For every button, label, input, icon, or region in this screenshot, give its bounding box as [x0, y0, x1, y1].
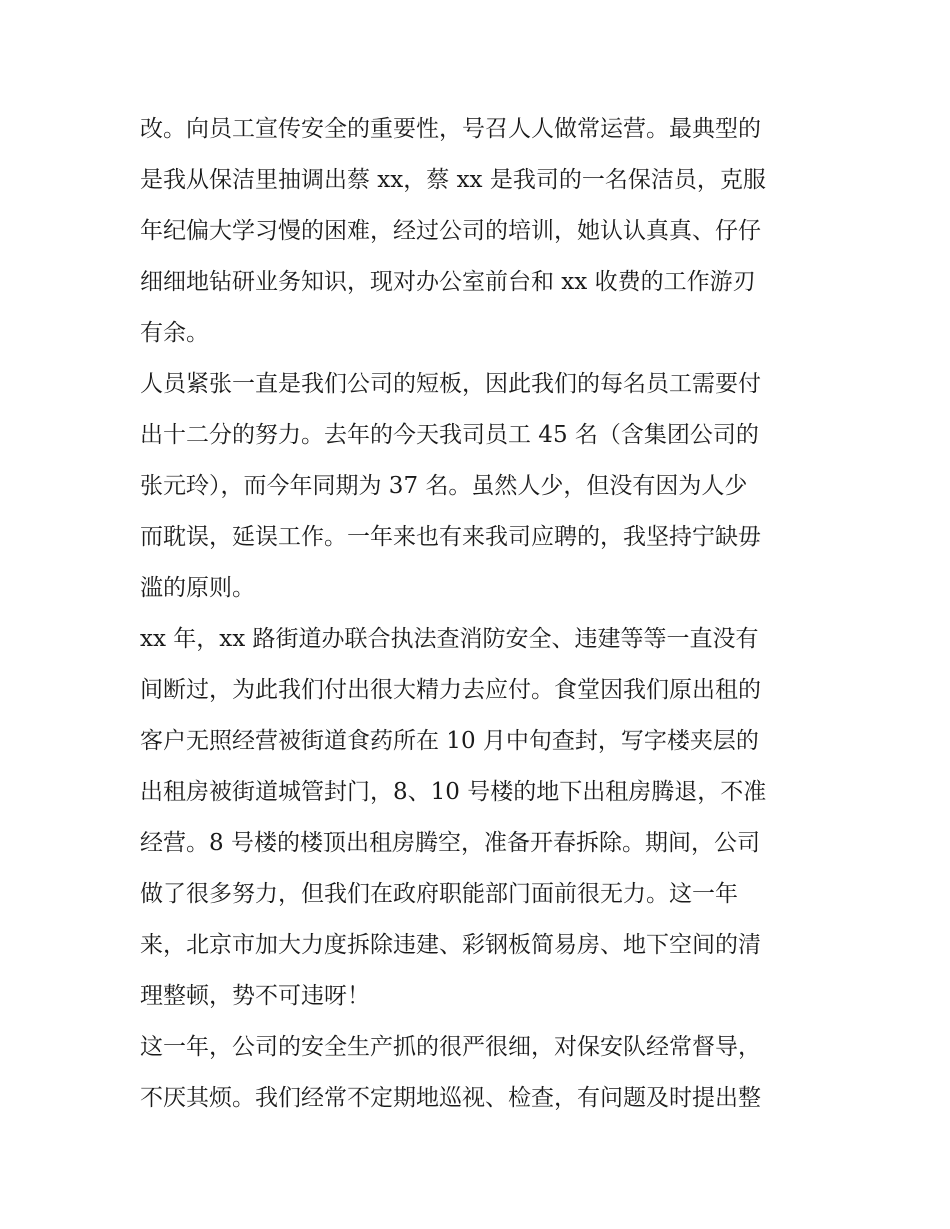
- text-line-7: 出十二分的努力。去年的今天我司员工 45 名（含集团公司的: [140, 422, 759, 448]
- text-line-18: 理整顿，势不可违呀！: [140, 983, 370, 1009]
- text-line-11: xx 年，xx 路街道办联合执法查消防安全、违建等等一直没有: [140, 626, 759, 652]
- text-line-20: 不厌其烦。我们经常不定期地巡视、检查，有问题及时提出整: [140, 1085, 761, 1111]
- text-line-15: 经营。8 号楼的楼顶出租房腾空，准备开春拆除。期间，公司: [140, 830, 760, 856]
- text-line-1: 改。向员工宣传安全的重要性，号召人人做常运营。最典型的: [140, 116, 761, 142]
- text-line-9: 而耽误，延误工作。一年来也有来我司应聘的，我坚持宁缺毋: [140, 524, 761, 550]
- text-line-4: 细细地钻研业务知识，现对办公室前台和 xx 收费的工作游刃: [140, 269, 756, 295]
- text-line-12: 间断过，为此我们付出很大精力去应付。食堂因我们原出租的: [140, 677, 761, 703]
- text-line-8: 张元玲），而今年同期为 37 名。虽然人少，但没有因为人少: [140, 473, 748, 499]
- text-line-13: 客户无照经营被街道食药所在 10 月中旬查封，写字楼夹层的: [140, 728, 759, 754]
- text-line-3: 年纪偏大学习慢的困难，经过公司的培训，她认认真真、仔仔: [140, 218, 761, 244]
- text-line-14: 出租房被街道城管封门，8、10 号楼的地下出租房腾退，不准: [140, 779, 767, 805]
- body-text: [140, 104, 820, 1124]
- text-line-16: 做了很多努力，但我们在政府职能部门面前很无力。这一年: [140, 881, 738, 907]
- text-line-2: 是我从保洁里抽调出蔡 xx，蔡 xx 是我司的一名保洁员，克服: [140, 167, 766, 193]
- text-line-5: 有余。: [140, 320, 209, 346]
- text-line-6: 人员紧张一直是我们公司的短板，因此我们的每名员工需要付: [140, 371, 761, 397]
- text-line-19: 这一年，公司的安全生产抓的很严很细，对保安队经常督导，: [140, 1034, 761, 1060]
- text-line-17: 来，北京市加大力度拆除违建、彩钢板简易房、地下空间的清: [140, 932, 761, 958]
- text-line-10: 滥的原则。: [140, 575, 255, 601]
